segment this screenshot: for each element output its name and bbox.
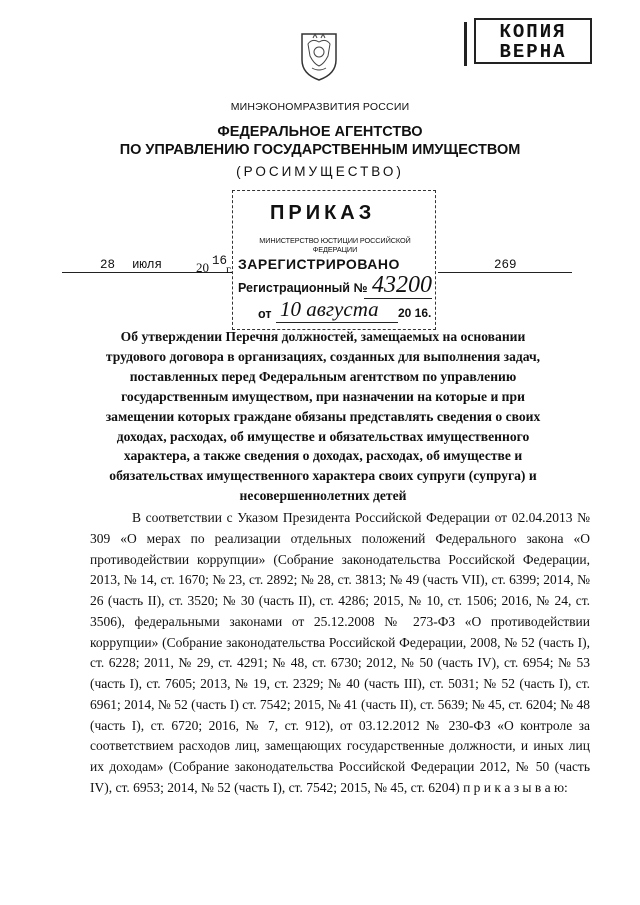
order-number-underline — [438, 272, 572, 273]
copy-stamp-line2: ВЕРНА — [499, 41, 567, 63]
registration-number-value: 43200 — [372, 272, 432, 298]
title-line: обязательствах имущественного характера своих супруги (супруга) и — [109, 468, 537, 484]
order-day: 28 — [100, 258, 116, 272]
registration-date-label: от — [258, 307, 272, 321]
title-line: несовершеннолетних детей — [239, 488, 407, 504]
ministry-name: МИНЭКОНОМРАЗВИТИЯ РОССИИ — [230, 101, 410, 113]
order-heading: ПРИКАЗ — [270, 202, 376, 224]
title-line: Об утверждении Перечня должностей, замещаемых на основании — [120, 329, 526, 344]
registration-number-label: Регистрационный № — [238, 281, 368, 295]
title-line: государственным имуществом, при назначении на которые и при — [121, 388, 525, 404]
order-month: июля — [132, 258, 163, 272]
agency-abbreviation: (РОСИМУЩЕСТВО) — [236, 164, 404, 179]
coat-of-arms-emblem — [298, 30, 340, 82]
copy-stamp-line1: КОПИЯ — [499, 21, 567, 43]
title-line: замещении которых граждане обязаны представлять сведения о своих — [105, 408, 541, 424]
registration-year: 20 16. — [398, 306, 432, 320]
order-number: 269 — [494, 258, 517, 272]
document-title — [88, 327, 558, 506]
title-line: трудового договора в организациях, созданных для выполнения задач, — [105, 348, 541, 364]
registration-date-underline — [276, 322, 398, 323]
order-year-abbr: г. — [226, 262, 233, 276]
body-paragraph: В соответствии с Указом Президента Российской Федерации от 02.04.2013 № 309 «О мерах по реализации отдельных положений Федерального закона «О противодействии коррупции» (Собрание законодательства Российской Федерации, 2013, № 14, ст. 1670; № 23, ст. 2892; № 28, ст. 3813; № 49 (часть VII), ст. 6399; 2014, № 26 (часть II), ст. 3520; № 30 (часть II), ст. 4286; 2015, № 10, ст. 1506; 2016, № 24, ст. 3506), федеральными законами от 25.12.2008 № 273-ФЗ «О противодействии коррупции» (Собрание законодательства Российской Федерации, 2008, № 52 (часть I), ст. 6228; 2011, № 29, ст. 4291; № 48, ст. 6730; 2012, № 50 (часть IV), ст. 6954; № 53 (часть I), ст. 7605; 2013, № 19, ст. 2329; № 40 (часть III), ст. 5031; № 52 (часть I), ст. 6961; 2014, № 52 (часть I) ст. 7542; 2015, № 41 (часть II), ст. 5639; № 45, ст. 6204; № 48 (часть I), ст. 6720; 2016, № 7, ст. 912), от 03.12.2012 № 230-ФЗ «О контроле за соответствием расходов лиц, замещающих государственные должности, и иных лиц их доходам» (Собрание законодательства Российской Федерации 2012, № 50 (часть IV), ст. 6953; 2014, № 52 (часть I), ст. 7542; 2015, № 45, ст. 6204) п р и к а з ы в а ю: — [90, 510, 590, 795]
copy-certified-stamp — [474, 18, 592, 64]
registration-stamp-ministry: МИНИСТЕРСТВО ЮСТИЦИИ РОССИЙСКОЙ ФЕДЕРАЦИИ — [259, 236, 411, 254]
order-year-prefix: 20 — [196, 260, 209, 275]
title-line: доходах, расходах, об имуществе и обязательствах имущественного — [116, 428, 530, 444]
agency-name-line2: ПО УПРАВЛЕНИЮ ГОСУДАРСТВЕННЫМ ИМУЩЕСТВОМ — [119, 142, 521, 158]
title-line: поставленных перед Федеральным агентством по управлению — [129, 368, 517, 384]
registration-stamp-title: ЗАРЕГИСТРИРОВАНО — [238, 256, 400, 272]
agency-name-line1: ФЕДЕРАЛЬНОЕ АГЕНТСТВО — [217, 124, 423, 140]
title-line: характера, а также сведения о доходах, расходах, об имуществе и — [123, 448, 523, 464]
registration-date-value: 10 августа — [280, 297, 379, 321]
order-year-suffix: 16 — [212, 254, 228, 268]
